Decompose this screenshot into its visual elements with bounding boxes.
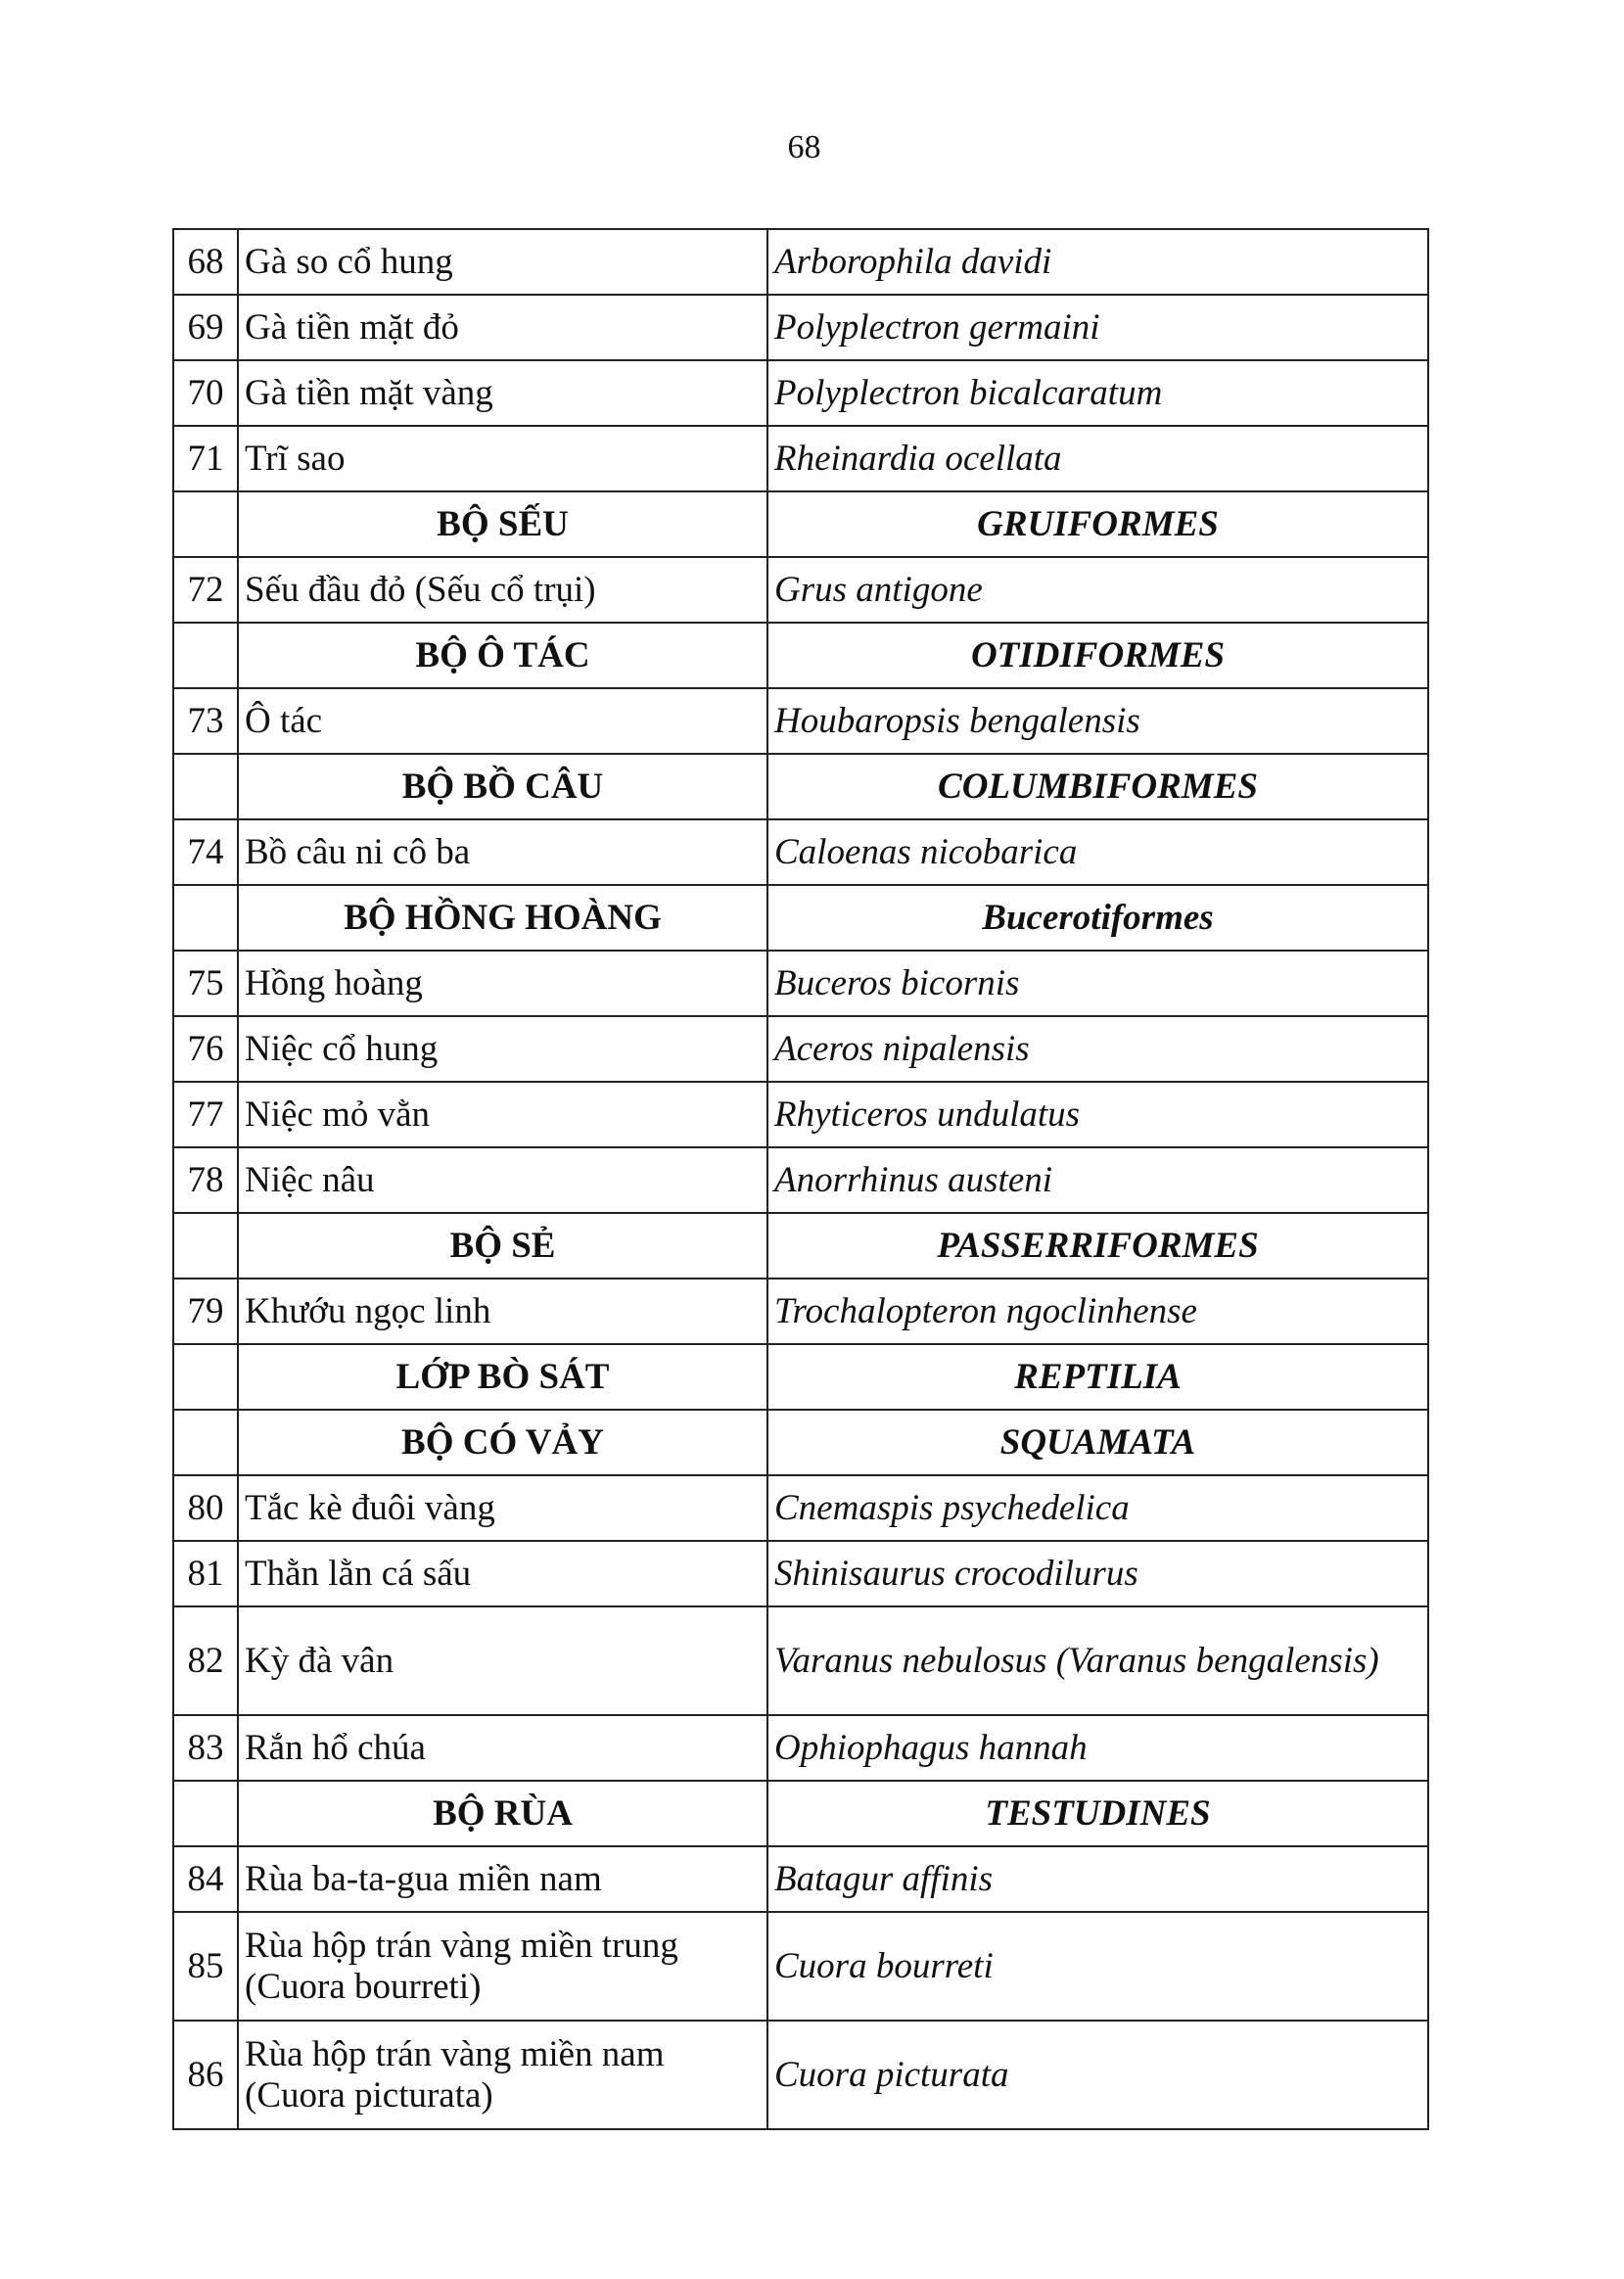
vietnamese-name-cell: BỘ HỒNG HOÀNG bbox=[238, 885, 767, 951]
species-row bbox=[173, 360, 1428, 426]
vietnamese-name-cell: BỘ CÓ VẢY bbox=[238, 1410, 767, 1475]
taxon-group-row bbox=[173, 1344, 1428, 1410]
vietnamese-name-cell: Khướu ngọc linh bbox=[238, 1279, 767, 1344]
vietnamese-name-cell: Bồ câu ni cô ba bbox=[238, 819, 767, 885]
vietnamese-name-cell: BỘ RÙA bbox=[238, 1781, 767, 1846]
row-number-cell: 73 bbox=[173, 688, 238, 754]
scientific-name-cell: Rheinardia ocellata bbox=[767, 426, 1428, 491]
species-row bbox=[173, 229, 1428, 295]
row-number-cell: 82 bbox=[173, 1606, 238, 1715]
vietnamese-name-cell: Gà tiền mặt đỏ bbox=[238, 295, 767, 360]
scientific-name-cell: OTIDIFORMES bbox=[767, 623, 1428, 688]
vietnamese-name-cell: BỘ SẾU bbox=[238, 491, 767, 557]
vietnamese-name-cell: Rùa hộp trán vàng miền nam (Cuora picturata) bbox=[238, 2021, 767, 2129]
species-row bbox=[173, 1082, 1428, 1147]
vietnamese-name-cell: BỘ Ô TÁC bbox=[238, 623, 767, 688]
scientific-name-cell: Varanus nebulosus (Varanus bengalensis) bbox=[767, 1606, 1428, 1715]
row-number-cell: 75 bbox=[173, 951, 238, 1016]
row-number-cell: 74 bbox=[173, 819, 238, 885]
scientific-name-cell: TESTUDINES bbox=[767, 1781, 1428, 1846]
species-row bbox=[173, 951, 1428, 1016]
species-row bbox=[173, 1715, 1428, 1781]
scientific-name-cell: REPTILIA bbox=[767, 1344, 1428, 1410]
row-number-cell bbox=[173, 1213, 238, 1279]
vietnamese-name-cell: Tắc kè đuôi vàng bbox=[238, 1475, 767, 1541]
scientific-name-cell: COLUMBIFORMES bbox=[767, 754, 1428, 819]
row-number-cell bbox=[173, 754, 238, 819]
species-row bbox=[173, 2021, 1428, 2129]
scientific-name-cell: Grus antigone bbox=[767, 557, 1428, 623]
vietnamese-name-cell: Gà tiền mặt vàng bbox=[238, 360, 767, 426]
species-row bbox=[173, 1606, 1428, 1715]
vietnamese-name-cell: Ô tác bbox=[238, 688, 767, 754]
species-row bbox=[173, 1475, 1428, 1541]
row-number-cell: 78 bbox=[173, 1147, 238, 1213]
species-row bbox=[173, 819, 1428, 885]
page-number-container bbox=[0, 129, 1624, 166]
scientific-name-cell: Polyplectron bicalcaratum bbox=[767, 360, 1428, 426]
taxon-group-row bbox=[173, 1781, 1428, 1846]
scientific-name-cell: Trochalopteron ngoclinhense bbox=[767, 1279, 1428, 1344]
row-number-cell: 70 bbox=[173, 360, 238, 426]
vietnamese-name-cell: Niệc cổ hung bbox=[238, 1016, 767, 1082]
vietnamese-name-cell: Rùa ba-ta-gua miền nam bbox=[238, 1846, 767, 1912]
vietnamese-name-cell: Trĩ sao bbox=[238, 426, 767, 491]
row-number-cell: 76 bbox=[173, 1016, 238, 1082]
scientific-name-cell: Cuora picturata bbox=[767, 2021, 1428, 2129]
scientific-name-cell: Bucerotiformes bbox=[767, 885, 1428, 951]
scientific-name-cell: Anorrhinus austeni bbox=[767, 1147, 1428, 1213]
row-number-cell: 71 bbox=[173, 426, 238, 491]
species-row bbox=[173, 1846, 1428, 1912]
vietnamese-name-cell: Kỳ đà vân bbox=[238, 1606, 767, 1715]
scientific-name-cell: Batagur affinis bbox=[767, 1846, 1428, 1912]
vietnamese-name-cell: LỚP BÒ SÁT bbox=[238, 1344, 767, 1410]
scientific-name-cell: Caloenas nicobarica bbox=[767, 819, 1428, 885]
vietnamese-name-cell: BỘ SẺ bbox=[238, 1213, 767, 1279]
row-number-cell: 84 bbox=[173, 1846, 238, 1912]
scientific-name-cell: Houbaropsis bengalensis bbox=[767, 688, 1428, 754]
species-row bbox=[173, 1016, 1428, 1082]
vietnamese-name-cell: Niệc mỏ vằn bbox=[238, 1082, 767, 1147]
species-table bbox=[172, 228, 1429, 2130]
scientific-name-cell: Ophiophagus hannah bbox=[767, 1715, 1428, 1781]
row-number-cell bbox=[173, 623, 238, 688]
page-number: 68 bbox=[787, 129, 821, 165]
row-number-cell: 81 bbox=[173, 1541, 238, 1606]
species-row bbox=[173, 1147, 1428, 1213]
vietnamese-name-cell: BỘ BỒ CÂU bbox=[238, 754, 767, 819]
scientific-name-cell: GRUIFORMES bbox=[767, 491, 1428, 557]
row-number-cell: 68 bbox=[173, 229, 238, 295]
taxon-group-row bbox=[173, 754, 1428, 819]
scientific-name-cell: Arborophila davidi bbox=[767, 229, 1428, 295]
scientific-name-cell: Buceros bicornis bbox=[767, 951, 1428, 1016]
row-number-cell bbox=[173, 1344, 238, 1410]
vietnamese-name-cell: Rắn hổ chúa bbox=[238, 1715, 767, 1781]
row-number-cell bbox=[173, 1781, 238, 1846]
vietnamese-name-cell: Niệc nâu bbox=[238, 1147, 767, 1213]
species-row bbox=[173, 426, 1428, 491]
species-table-body bbox=[173, 229, 1428, 2129]
taxon-group-row bbox=[173, 885, 1428, 951]
vietnamese-name-cell: Thằn lằn cá sấu bbox=[238, 1541, 767, 1606]
vietnamese-name-cell: Hồng hoàng bbox=[238, 951, 767, 1016]
row-number-cell: 77 bbox=[173, 1082, 238, 1147]
taxon-group-row bbox=[173, 623, 1428, 688]
scientific-name-cell: Polyplectron germaini bbox=[767, 295, 1428, 360]
taxon-group-row bbox=[173, 491, 1428, 557]
taxon-group-row bbox=[173, 1213, 1428, 1279]
scientific-name-cell: Aceros nipalensis bbox=[767, 1016, 1428, 1082]
row-number-cell: 86 bbox=[173, 2021, 238, 2129]
scientific-name-cell: PASSERRIFORMES bbox=[767, 1213, 1428, 1279]
row-number-cell: 69 bbox=[173, 295, 238, 360]
row-number-cell: 72 bbox=[173, 557, 238, 623]
scientific-name-cell: Cnemaspis psychedelica bbox=[767, 1475, 1428, 1541]
species-row bbox=[173, 688, 1428, 754]
scientific-name-cell: SQUAMATA bbox=[767, 1410, 1428, 1475]
scientific-name-cell: Shinisaurus crocodilurus bbox=[767, 1541, 1428, 1606]
taxon-group-row bbox=[173, 1410, 1428, 1475]
row-number-cell: 80 bbox=[173, 1475, 238, 1541]
vietnamese-name-cell: Sếu đầu đỏ (Sếu cổ trụi) bbox=[238, 557, 767, 623]
row-number-cell: 85 bbox=[173, 1912, 238, 2021]
row-number-cell bbox=[173, 1410, 238, 1475]
species-row bbox=[173, 557, 1428, 623]
row-number-cell: 83 bbox=[173, 1715, 238, 1781]
vietnamese-name-cell: Gà so cổ hung bbox=[238, 229, 767, 295]
vietnamese-name-cell: Rùa hộp trán vàng miền trung (Cuora bourreti) bbox=[238, 1912, 767, 2021]
species-row bbox=[173, 1279, 1428, 1344]
scientific-name-cell: Cuora bourreti bbox=[767, 1912, 1428, 2021]
species-row bbox=[173, 1541, 1428, 1606]
scientific-name-cell: Rhyticeros undulatus bbox=[767, 1082, 1428, 1147]
row-number-cell: 79 bbox=[173, 1279, 238, 1344]
species-row bbox=[173, 295, 1428, 360]
row-number-cell bbox=[173, 491, 238, 557]
species-row bbox=[173, 1912, 1428, 2021]
row-number-cell bbox=[173, 885, 238, 951]
